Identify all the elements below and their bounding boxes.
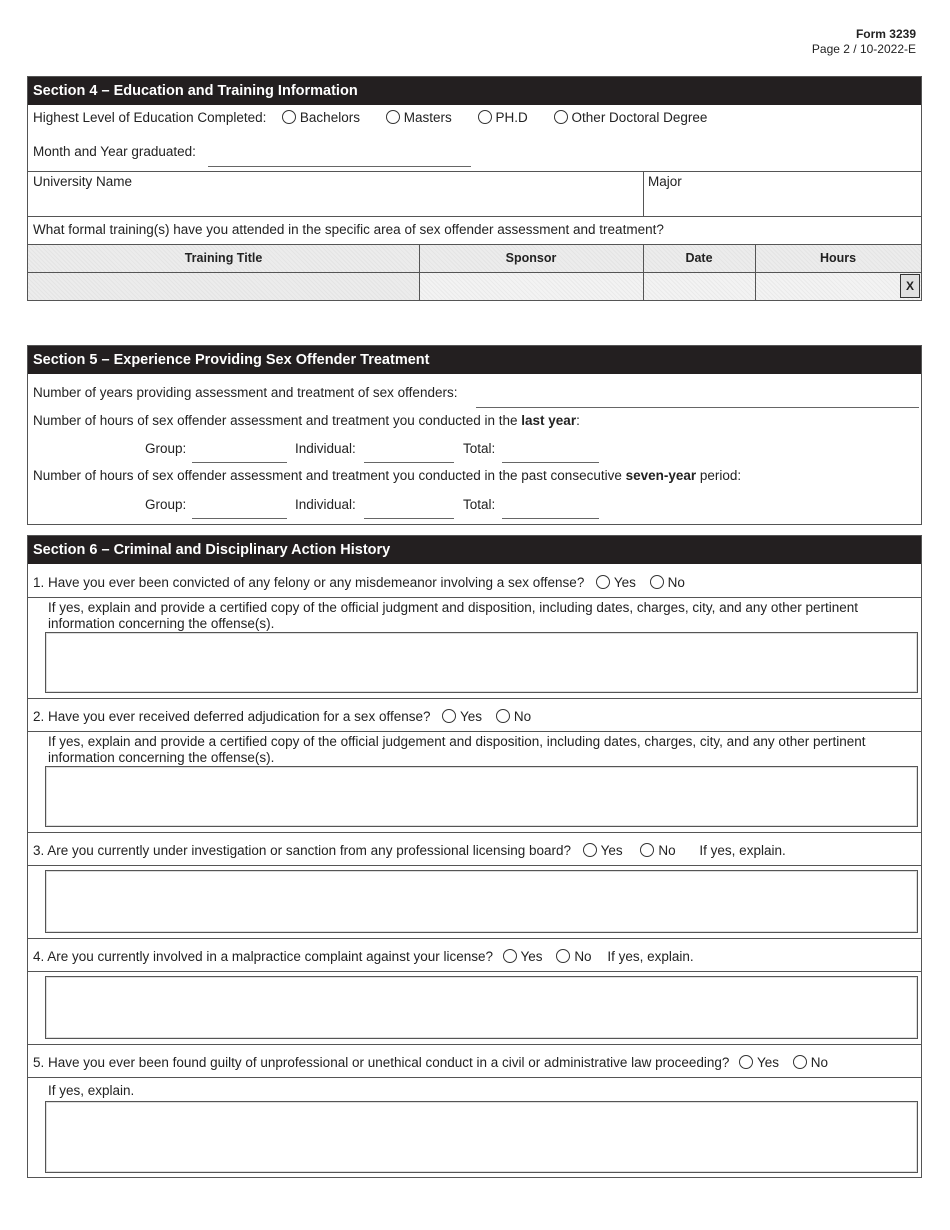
q3-yes[interactable]: Yes (583, 843, 623, 858)
radio-icon[interactable] (503, 949, 517, 963)
years-field[interactable] (476, 407, 919, 408)
radio-icon[interactable] (650, 575, 664, 589)
col-date: Date (685, 251, 713, 265)
sponsor-input[interactable] (420, 273, 643, 300)
graduated-label: Month and Year graduated: (33, 144, 196, 159)
q2-explain-label: If yes, explain and provide a certified copy of the official judgement and disposition, including dates, charges, city, and any other pertinent information concerning the offense(s). (48, 734, 866, 765)
radio-icon[interactable] (739, 1055, 753, 1069)
question-5: 5. Have you ever been found guilty of unprofessional or unethical conduct in a civil or administrative law proceeding? Yes No (33, 1055, 828, 1070)
delete-row-button[interactable]: X (900, 274, 920, 298)
radio-icon[interactable] (640, 843, 654, 857)
last-year-individual-field[interactable] (364, 462, 454, 463)
years-label: Number of years providing assessment and treatment of sex offenders: (33, 385, 458, 400)
seven-year-total-field[interactable] (502, 518, 599, 519)
question-4: 4. Are you currently involved in a malpractice complaint against your license? Yes No If yes, explain. (33, 949, 694, 964)
education-label: Highest Level of Education Completed: (33, 110, 267, 125)
last-year-total-field[interactable] (502, 462, 599, 463)
radio-icon[interactable] (386, 110, 400, 124)
major-label: Major (648, 174, 682, 189)
radio-icon[interactable] (496, 709, 510, 723)
section-6-title: Section 6 – Criminal and Disciplinary Action History (28, 536, 921, 564)
seven-year-individual-field[interactable] (364, 518, 454, 519)
question-3: 3. Are you currently under investigation or sanction from any professional licensing board? Yes No If yes, explain. (33, 843, 786, 858)
q3-no[interactable]: No (640, 843, 675, 858)
date-input[interactable] (644, 273, 755, 300)
question-1: 1. Have you ever been convicted of any felony or any misdemeanor involving a sex offense? Yes No (33, 575, 685, 590)
q1-explain-textarea[interactable] (45, 632, 918, 693)
graduated-field[interactable] (208, 166, 471, 167)
radio-icon[interactable] (556, 949, 570, 963)
education-row (33, 110, 725, 125)
q5-if-yes: If yes, explain. (48, 1083, 135, 1098)
education-option-phd[interactable]: PH.D (478, 110, 528, 125)
q2-no[interactable]: No (496, 709, 531, 724)
university-label: University Name (33, 174, 133, 189)
q2-yes[interactable]: Yes (442, 709, 482, 724)
q1-no[interactable]: No (650, 575, 685, 590)
col-hours: Hours (819, 251, 857, 265)
section-5 (27, 345, 922, 525)
radio-icon[interactable] (596, 575, 610, 589)
last-year-total-label: Total: (463, 441, 496, 456)
last-year-individual-label: Individual: (295, 441, 356, 456)
question-2: 2. Have you ever received deferred adjudication for a sex offense? Yes No (33, 709, 532, 724)
seven-year-individual-label: Individual: (295, 497, 356, 512)
radio-icon[interactable] (793, 1055, 807, 1069)
radio-icon[interactable] (282, 110, 296, 124)
seven-year-group-field[interactable] (192, 518, 287, 519)
q4-explain-textarea[interactable] (45, 976, 918, 1039)
radio-icon[interactable] (554, 110, 568, 124)
radio-icon[interactable] (583, 843, 597, 857)
training-title-input[interactable] (28, 273, 419, 300)
col-sponsor: Sponsor (505, 251, 557, 265)
form-header (812, 27, 916, 57)
radio-icon[interactable] (478, 110, 492, 124)
q5-explain-textarea[interactable] (45, 1101, 918, 1173)
hours-input[interactable] (756, 273, 921, 300)
q5-no[interactable]: No (793, 1055, 828, 1070)
seven-year-total-label: Total: (463, 497, 496, 512)
q4-no[interactable]: No (556, 949, 591, 964)
col-training-title: Training Title (184, 251, 263, 265)
education-option-masters[interactable]: Masters (386, 110, 452, 125)
section-4-title: Section 4 – Education and Training Information (28, 77, 921, 105)
page-info: Page 2 / 10-2022-E (811, 42, 916, 56)
q1-yes[interactable]: Yes (596, 575, 636, 590)
section-4 (27, 76, 922, 301)
seven-year-label: Number of hours of sex offender assessment and treatment you conducted in the past consecutive seven-year period: (33, 468, 742, 483)
education-option-bachelors[interactable]: Bachelors (282, 110, 360, 125)
q5-yes[interactable]: Yes (739, 1055, 779, 1070)
training-question: What formal training(s) have you attended in the specific area of sex offender assessment and treatment? (33, 222, 664, 237)
q4-yes[interactable]: Yes (503, 949, 543, 964)
seven-year-group-label: Group: (145, 497, 187, 512)
education-option-other-doctoral[interactable]: Other Doctoral Degree (554, 110, 708, 125)
q4-if-yes: If yes, explain. (607, 949, 694, 964)
section-6 (27, 535, 922, 1178)
last-year-group-field[interactable] (192, 462, 287, 463)
form-number: Form 3239 (855, 27, 916, 41)
section-5-title: Section 5 – Experience Providing Sex Offender Treatment (28, 346, 921, 374)
last-year-group-label: Group: (145, 441, 187, 456)
radio-icon[interactable] (442, 709, 456, 723)
q3-if-yes: If yes, explain. (699, 843, 786, 858)
q1-explain-label: If yes, explain and provide a certified copy of the official judgment and disposition, including dates, charges, city, and any other pertinent information concerning the offense(s). (48, 600, 858, 631)
q3-explain-textarea[interactable] (45, 870, 918, 933)
last-year-label: Number of hours of sex offender assessment and treatment you conducted in the last year: (33, 413, 580, 428)
q2-explain-textarea[interactable] (45, 766, 918, 827)
